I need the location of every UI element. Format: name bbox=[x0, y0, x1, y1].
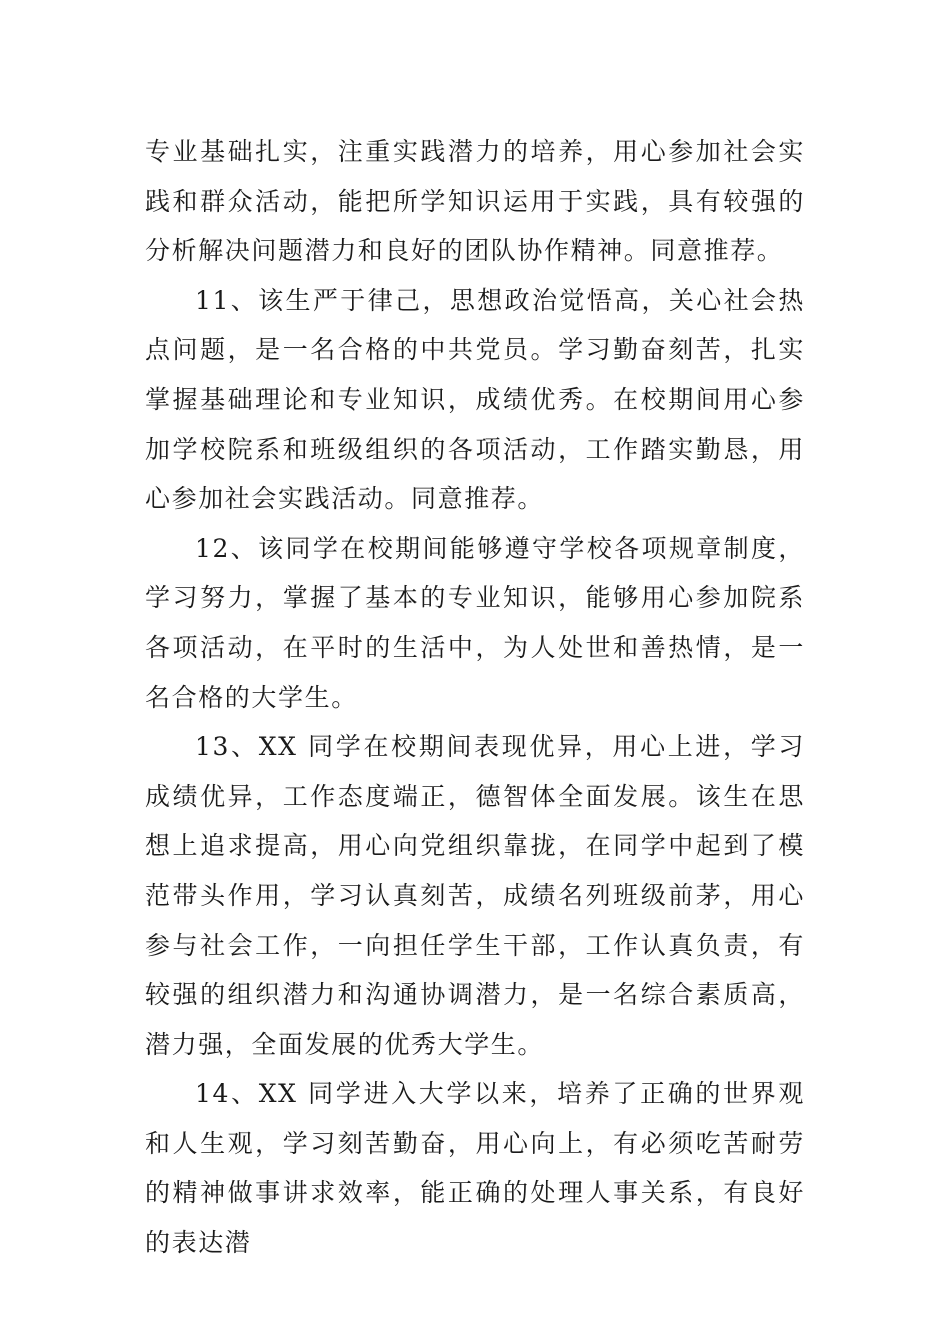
paragraph-item-13: 13、XX 同学在校期间表现优异，用心上进，学习成绩优异，工作态度端正，德智体全面发展。该生在思想上追求提高，用心向党组织靠拢，在同学中起到了模范带头作用，学习认真刻苦，成绩名列班级前茅，用心参与社会工作，一向担任学生干部，工作认真负责，有较强的组织潜力和沟通协调潜力，是一名综合素质高，潜力强，全面发展的优秀大学生。 bbox=[145, 732, 805, 1059]
paragraph-item-11: 11、该生严于律己，思想政治觉悟高，关心社会热点问题，是一名合格的中共党员。学习勤奋刻苦，扎实掌握基础理论和专业知识，成绩优秀。在校期间用心参加学校院系和班级组织的各项活动，工作踏实勤恳，用心参加社会实践活动。同意推荐。 bbox=[145, 285, 805, 514]
paragraph-continuation: 专业基础扎实，注重实践潜力的培养，用心参加社会实践和群众活动，能把所学知识运用于实践，具有较强的分析解决问题潜力和良好的团队协作精神。同意推荐。 bbox=[145, 137, 805, 266]
paragraph-item-14: 14、XX 同学进入大学以来，培养了正确的世界观和人生观，学习刻苦勤奋，用心向上，有必须吃苦耐劳的精神做事讲求效率，能正确的处理人事关系，有良好的表达潜 bbox=[145, 1079, 805, 1258]
document-body bbox=[145, 127, 805, 1268]
paragraph-item-12: 12、该同学在校期间能够遵守学校各项规章制度，学习努力，掌握了基本的专业知识，能够用心参加院系各项活动，在平时的生活中，为人处世和善热情，是一名合格的大学生。 bbox=[145, 533, 805, 712]
